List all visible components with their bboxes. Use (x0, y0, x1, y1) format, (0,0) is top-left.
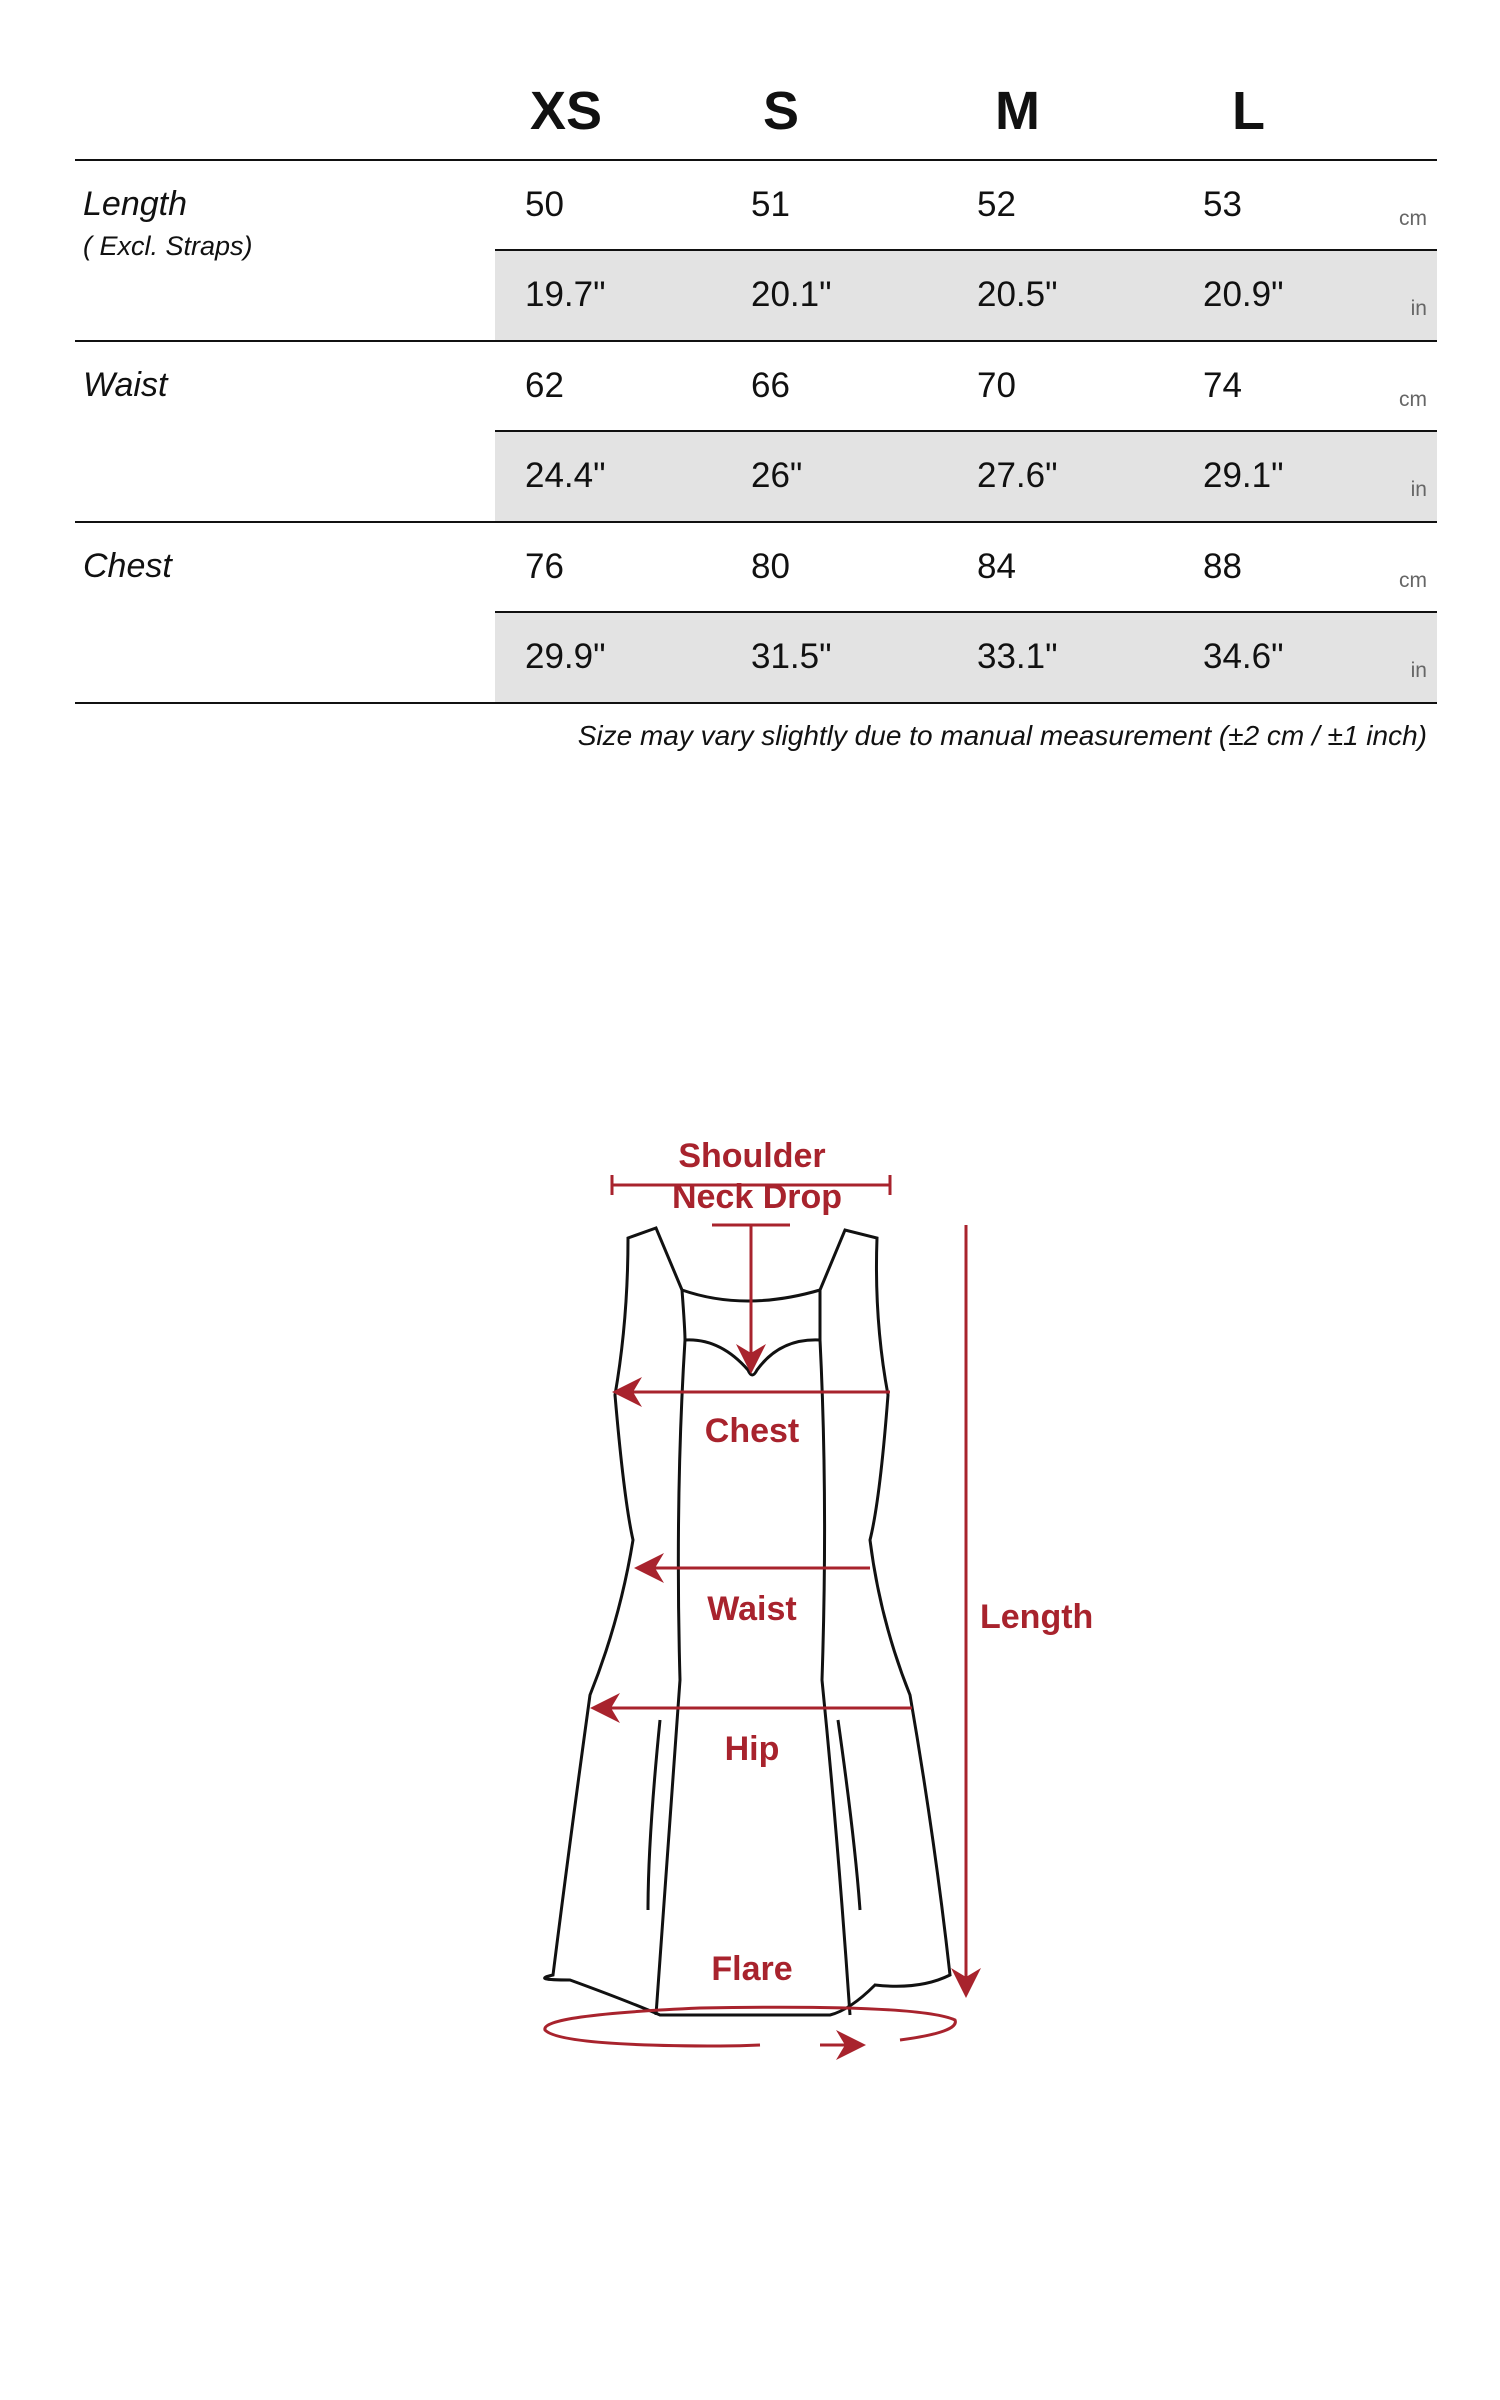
unit-label-cm: cm (1399, 569, 1427, 592)
size-header-row (75, 70, 1437, 160)
value-cell: 34.6" (1203, 637, 1284, 676)
shoulder-label: Shoulder (678, 1137, 826, 1175)
unit-label-cm: cm (1399, 388, 1427, 411)
cm-row (495, 161, 1437, 251)
value-cell: 74 (1203, 366, 1242, 405)
value-cell: 20.5" (977, 275, 1058, 314)
value-cell: 80 (751, 547, 790, 586)
chest-label: Chest (704, 1412, 800, 1450)
measurement-note: Size may vary slightly due to manual measurement (±2 cm / ±1 inch) (577, 720, 1427, 751)
measurement-label: Length (83, 185, 187, 223)
value-cell: 29.9" (525, 637, 606, 676)
value-cell: 29.1" (1203, 456, 1284, 495)
value-cell: 51 (751, 185, 790, 224)
value-cell: 62 (525, 366, 564, 405)
value-cell: 26" (751, 456, 803, 495)
value-cell: 20.1" (751, 275, 832, 314)
in-row (495, 251, 1437, 341)
cm-row (495, 523, 1437, 613)
value-cell: 88 (1203, 547, 1242, 586)
unit-label-in: in (1410, 659, 1427, 682)
value-cell: 27.6" (977, 456, 1058, 495)
measurement-group-length (75, 161, 1437, 341)
measurement-label: Chest (83, 547, 172, 585)
value-cell: 33.1" (977, 637, 1058, 676)
cm-row (495, 342, 1437, 432)
value-cell: 24.4" (525, 456, 606, 495)
length-label: Length (980, 1598, 1094, 1636)
measurement-group-chest (75, 523, 1437, 703)
table-bottom-rule (75, 702, 1437, 704)
left-inner-dart (648, 1720, 660, 1910)
unit-label-in: in (1410, 478, 1427, 501)
right-panel-seam (820, 1340, 850, 2015)
neck-drop-label: Neck Drop (671, 1178, 843, 1216)
waist-label: Waist (707, 1590, 797, 1628)
value-cell: 76 (525, 547, 564, 586)
dress-measurement-diagram (0, 1080, 1500, 2080)
measurement-group-waist (75, 342, 1437, 522)
value-cell: 50 (525, 185, 564, 224)
size-header-xs: XS (530, 81, 603, 141)
left-panel-seam (656, 1340, 685, 2015)
neck-drop-arrow (712, 1225, 790, 1368)
in-row (495, 613, 1437, 703)
flare-label: Flare (711, 1950, 793, 1988)
in-row (495, 432, 1437, 522)
size-header-m: M (995, 81, 1040, 141)
value-cell: 20.9" (1203, 275, 1284, 314)
hip-label: Hip (724, 1730, 780, 1768)
value-cell: 84 (977, 547, 1016, 586)
value-cell: 31.5" (751, 637, 832, 676)
value-cell: 70 (977, 366, 1016, 405)
size-header-l: L (1232, 81, 1265, 141)
size-chart-table (75, 70, 1437, 751)
value-cell: 19.7" (525, 275, 606, 314)
measurement-sublabel: ( Excl. Straps) (83, 231, 253, 261)
value-cell: 66 (751, 366, 790, 405)
value-cell: 53 (1203, 185, 1242, 224)
measurement-label: Waist (83, 366, 168, 404)
flare-arrow (545, 2007, 956, 2046)
unit-label-cm: cm (1399, 207, 1427, 230)
size-header-s: S (763, 81, 800, 141)
value-cell: 52 (977, 185, 1016, 224)
unit-label-in: in (1410, 297, 1427, 320)
